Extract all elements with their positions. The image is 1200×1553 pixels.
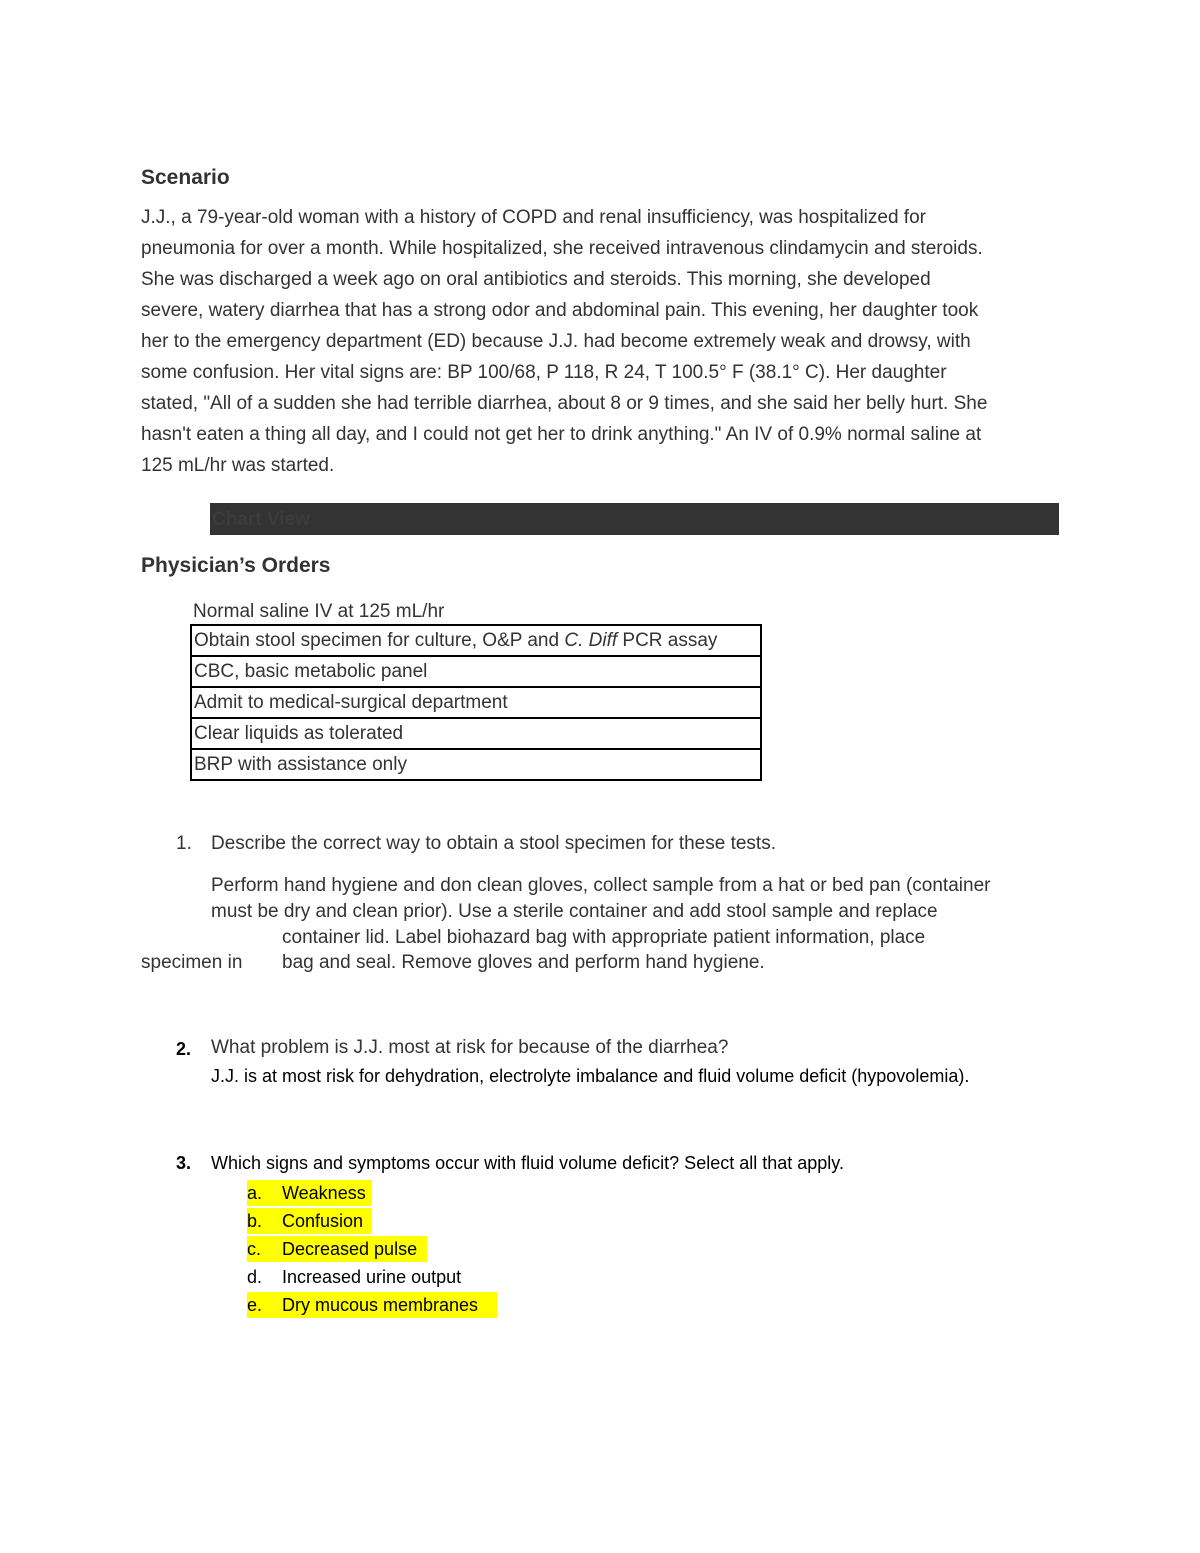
option-text: Weakness	[282, 1183, 366, 1203]
q3-question: Which signs and symptoms occur with fluid volume deficit? Select all that apply.	[211, 1153, 844, 1173]
option-d[interactable]	[247, 1264, 487, 1290]
order-cell	[191, 625, 761, 656]
scenario-line: her to the emergency department (ED) because J.J. had become extremely weak and drowsy, with	[141, 331, 971, 352]
table-row	[191, 656, 761, 687]
option-text: Decreased pulse	[282, 1239, 418, 1259]
scenario-line: J.J., a 79-year-old woman with a history of COPD and renal insufficiency, was hospitalized for	[141, 207, 926, 228]
order-first: Normal saline IV at 125 mL/hr	[193, 601, 445, 622]
q1-answer-line: Perform hand hygiene and don clean gloves, collect sample from a hat or bed pan (container	[211, 875, 991, 896]
table-row	[191, 718, 761, 749]
scenario-line: pneumonia for over a month. While hospitalized, she received intravenous clindamycin and steroids.	[141, 238, 983, 259]
option-letter: e.	[247, 1295, 263, 1315]
option-a[interactable]	[247, 1180, 372, 1206]
table-row	[191, 749, 761, 780]
table-row	[191, 625, 761, 656]
option-c[interactable]	[247, 1236, 427, 1262]
chart-view-label: Chart View	[212, 509, 310, 530]
option-letter: a.	[247, 1183, 263, 1203]
scenario-line: stated, "All of a sudden she had terrible diarrhea, about 8 or 9 times, and she said her belly hurt. She	[141, 393, 988, 414]
order-stool-post: PCR assay	[617, 629, 718, 651]
scenario-heading: Scenario	[141, 166, 230, 189]
option-text: Dry mucous membranes	[282, 1295, 479, 1315]
option-b[interactable]	[247, 1208, 372, 1234]
scenario-line: She was discharged a week ago on oral antibiotics and steroids. This morning, she developed	[141, 269, 931, 290]
q1-question: Describe the correct way to obtain a stool specimen for these tests.	[211, 833, 776, 854]
order-stool-italic: C. Diff	[564, 629, 618, 651]
scenario-line: 125 mL/hr was started.	[141, 455, 335, 476]
q3-number: 3.	[176, 1153, 192, 1173]
orders-table	[190, 624, 762, 781]
q1-answer-line: specimen in	[141, 952, 243, 973]
scenario-line: some confusion. Her vital signs are: BP 100/68, P 118, R 24, T 100.5° F (38.1° C). Her daughter	[141, 362, 947, 383]
order-cell: BRP with assistance only	[191, 749, 761, 780]
scenario-line: hasn't eaten a thing all day, and I could not get her to drink anything." An IV of 0.9% normal saline at	[141, 424, 982, 445]
option-letter: c.	[247, 1239, 262, 1259]
q1-answer-line: container lid. Label biohazard bag with appropriate patient information, place	[282, 927, 926, 948]
q1-number: 1.	[176, 833, 192, 854]
orders-heading: Physician’s Orders	[141, 554, 331, 577]
q1-answer-line: must be dry and clean prior). Use a sterile container and add stool sample and replace	[211, 901, 938, 922]
q1-answer-line: bag and seal. Remove gloves and perform hand hygiene.	[282, 952, 765, 973]
order-stool-pre: Obtain stool specimen for culture, O&P and	[194, 629, 565, 651]
scenario-line: severe, watery diarrhea that has a strong odor and abdominal pain. This evening, her daughter took	[141, 300, 979, 321]
option-text: Confusion	[282, 1211, 364, 1231]
table-row	[191, 687, 761, 718]
option-letter: d.	[247, 1267, 263, 1287]
q2-answer: J.J. is at most risk for dehydration, electrolyte imbalance and fluid volume deficit (hypovolemia).	[211, 1066, 970, 1086]
order-cell: Clear liquids as tolerated	[191, 718, 761, 749]
option-e[interactable]	[247, 1292, 497, 1318]
q2-number: 2.	[176, 1039, 192, 1059]
option-text: Increased urine output	[282, 1267, 462, 1287]
q2-question: What problem is J.J. most at risk for because of the diarrhea?	[211, 1037, 729, 1058]
order-cell: CBC, basic metabolic panel	[191, 656, 761, 687]
option-letter: b.	[247, 1211, 263, 1231]
scenario-text	[141, 202, 1101, 481]
order-cell: Admit to medical-surgical department	[191, 687, 761, 718]
chart-view-bar[interactable]	[210, 503, 1059, 535]
